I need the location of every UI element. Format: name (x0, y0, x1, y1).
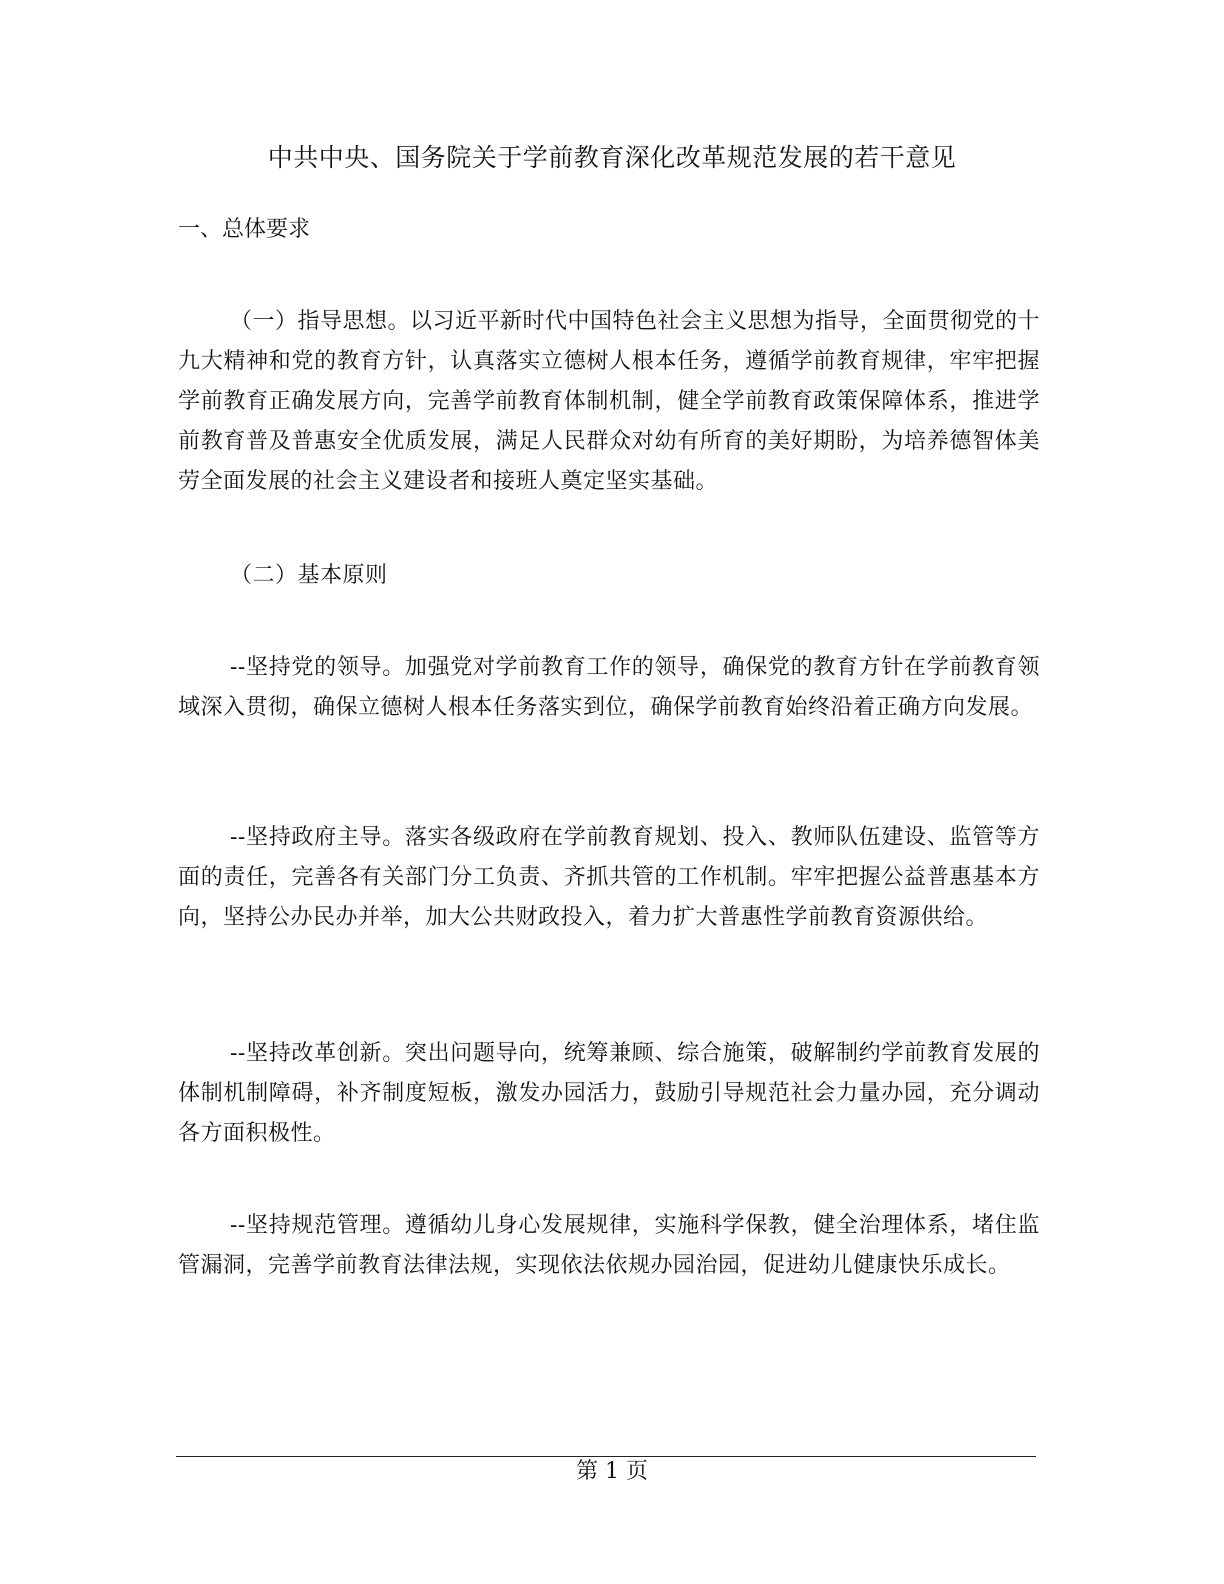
paragraph-standardized-management: --坚持规范管理。遵循幼儿身心发展规律，实施科学保教，健全治理体系，堵住监管漏洞，完善学前教育法律法规，实现依法依规办园治园，促进幼儿健康快乐成长。 (178, 1213, 1040, 1278)
section-heading: 一、总体要求 (178, 217, 311, 242)
page-number: 第 1 页 (576, 1459, 648, 1484)
page-title: 中共中央、国务院关于学前教育深化改革规范发展的若干意见 (267, 143, 957, 172)
paragraph-guiding-ideology: （一）指导思想。以习近平新时代中国特色社会主义思想为指导，全面贯彻党的十九大精神和党的教育方针，认真落实立德树人根本任务，遵循学前教育规律，牢牢把握学前教育正确发展方向，完善学前教育体制机制，健全学前教育政策保障体系，推进学前教育普及普惠安全优质发展，满足人民群众对幼有所育的美好期盼，为培养德智体美劳全面发展的社会主义建设者和接班人奠定坚实基础。 (178, 309, 1041, 494)
paragraph-party-leadership: --坚持党的领导。加强党对学前教育工作的领导，确保党的教育方针在学前教育领域深入贯彻，确保立德树人根本任务落实到位，确保学前教育始终沿着正确方向发展。 (178, 655, 1040, 720)
paragraph-basic-principles-heading: （二）基本原则 (230, 563, 388, 588)
paragraph-government-leading: --坚持政府主导。落实各级政府在学前教育规划、投入、教师队伍建设、监管等方面的责任，完善各有关部门分工负责、齐抓共管的工作机制。牢牢把握公益普惠基本方向，坚持公办民办并举，加大公共财政投入，着力扩大普惠性学前教育资源供给。 (178, 825, 1040, 930)
paragraph-reform-innovation: --坚持改革创新。突出问题导向，统筹兼顾、综合施策，破解制约学前教育发展的体制机制障碍，补齐制度短板，激发办园活力，鼓励引导规范社会力量办园，充分调动各方面积极性。 (178, 1041, 1040, 1146)
